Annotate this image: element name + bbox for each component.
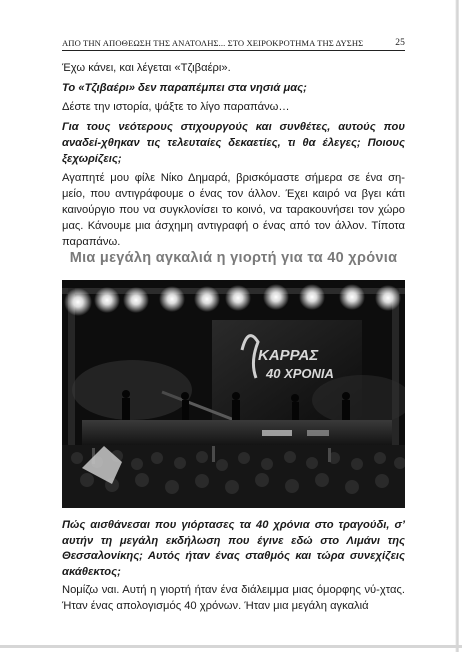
- interview-question: Το «Τζιβαέρι» δεν παραπέμπει στα νησιά μας;: [62, 81, 307, 94]
- running-title: ΑΠΟ ΤΗΝ ΑΠΟΘΕΩΣΗ ΤΗΣ ΑΝΑΤΟΛΗΣ... ΣΤΟ ΧΕΙΡΟΚΡΟΤΗΜΑ ΤΗΣ ΔΥΣΗΣ: [62, 38, 364, 48]
- concert-photo-illustration: [62, 280, 405, 508]
- paragraph: Αγαπητέ μου φίλε Νίκο Δημαρά, βρισκόμαστε σήμερα σε ένα ση-μείο, που αντιγράφουμε ο ένας τον άλλον. Έχει καιρό να βγει κάτι καινούργιο που να συγκλονίσει το κοινό, να ταρακουνήσει τον χώρο μας. Κάνουμε μια άσχημη αντιγραφή ο ένας από τον άλλον. Τίποτα παραπάνω.: [62, 172, 405, 248]
- section-title: Μια μεγάλη αγκαλιά η γιορτή για τα 40 χρόνια: [69, 250, 398, 266]
- body-text-bottom: [62, 518, 405, 618]
- body-text-top: [62, 60, 405, 254]
- running-header: [62, 38, 405, 51]
- interview-question: Για τους νεότερους στιχουργούς και συνθέτες, αυτούς που αναδεί-χθηκαν τις τελευταίες δεκαετίες, τι θα έλεγες; Ποιους ξεχωρίζεις;: [62, 120, 405, 165]
- page-edge-shadow: [455, 0, 459, 652]
- interview-question: Πώς αισθάνεσαι που γιόρτασες τα 40 χρόνια στο τραγούδι, σ’ αυτήν τη μεγάλη εκδήλωση που έγινε εδώ στο Λιμάνι της Θεσσαλονίκης; Αυτός ήταν ένας σταθμός και τώρα συνεχίζεις ακάθεκτος;: [62, 519, 405, 578]
- paragraph: Έχω κάνει, και λέγεται «Τζιβαέρι».: [62, 62, 231, 74]
- paragraph: Δέστε την ιστορία, ψάξτε το λίγο παραπάνω…: [62, 101, 290, 113]
- concert-photo: [62, 280, 405, 508]
- backdrop-logo-line-2: 40 ΧΡΟΝΙΑ: [266, 366, 334, 381]
- page-number: 25: [395, 38, 405, 48]
- page-bottom-edge: [0, 645, 462, 648]
- paragraph: Νομίζω ναι. Αυτή η γιορτή ήταν ένα διάλειμμα μιας όμορφης νύ-χτας. Ήταν ένας απολογισμός 40 χρόνων. Ήταν μια μεγάλη αγκαλιά: [62, 584, 405, 612]
- backdrop-logo-line-1: ΚΑΡΡΑΣ: [258, 347, 319, 364]
